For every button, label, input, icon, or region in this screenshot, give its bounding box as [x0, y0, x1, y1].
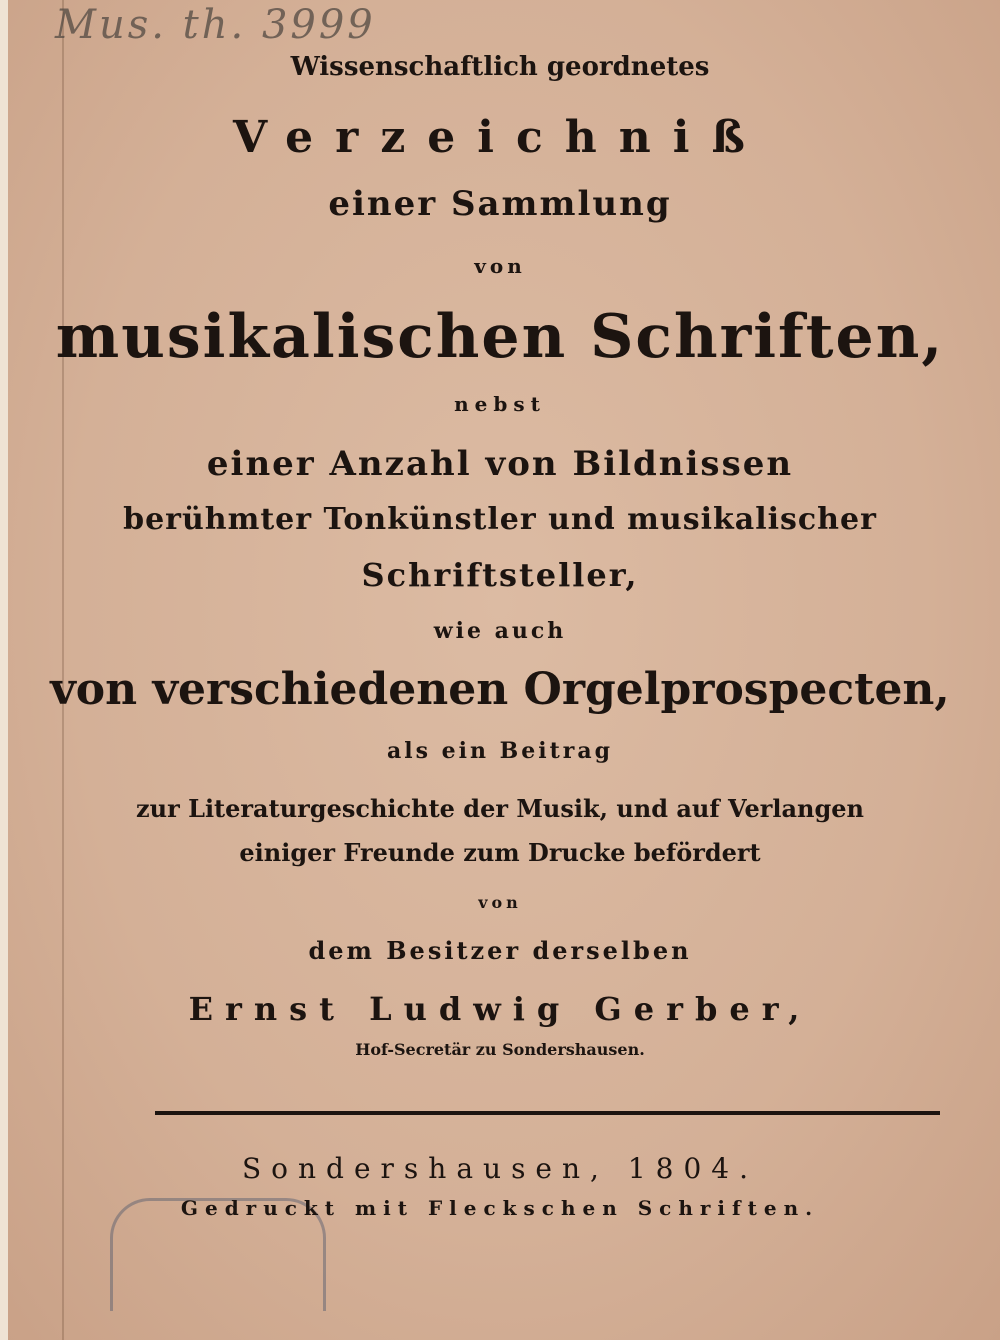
divider-rule	[155, 1111, 940, 1115]
title-line-12: als ein Beitrag	[386, 738, 613, 764]
title-line-9: Schriftsteller,	[361, 556, 639, 594]
author-title: Hof-Secretär zu Sondershausen.	[355, 1040, 645, 1059]
title-line-15: von	[478, 893, 522, 912]
title-line-3: einer Sammlung	[328, 184, 672, 224]
title-line-1: Wissenschaftlich geordnetes	[290, 52, 710, 82]
handwritten-shelfmark: Mus. th. 3999	[55, 2, 376, 48]
title-line-10: wie auch	[433, 618, 567, 644]
title-line-7: einer Anzahl von Bildnissen	[206, 444, 794, 484]
title-line-5: musikalischen Schriften,	[55, 302, 945, 372]
imprint-printer: Gedruckt mit Fleckschen Schriften.	[180, 1196, 820, 1220]
title-line-14: einiger Freunde zum Drucke befördert	[239, 838, 761, 867]
title-line-13: zur Literaturgeschichte der Musik, und auf Verlangen	[135, 794, 864, 823]
title-line-11: von verschiedenen Orgelprospecten,	[50, 664, 950, 715]
title-line-16: dem Besitzer derselben	[308, 936, 692, 965]
title-line-8: berühmter Tonkünstler und musikalischer	[123, 502, 877, 537]
title-line-4: von	[474, 254, 526, 278]
imprint-place-year: Sondershausen, 1804.	[241, 1152, 758, 1185]
title-main: Verzeichniß	[233, 112, 767, 163]
author-name: Ernst Ludwig Gerber,	[188, 990, 812, 1028]
title-line-6: nebst	[454, 392, 546, 416]
